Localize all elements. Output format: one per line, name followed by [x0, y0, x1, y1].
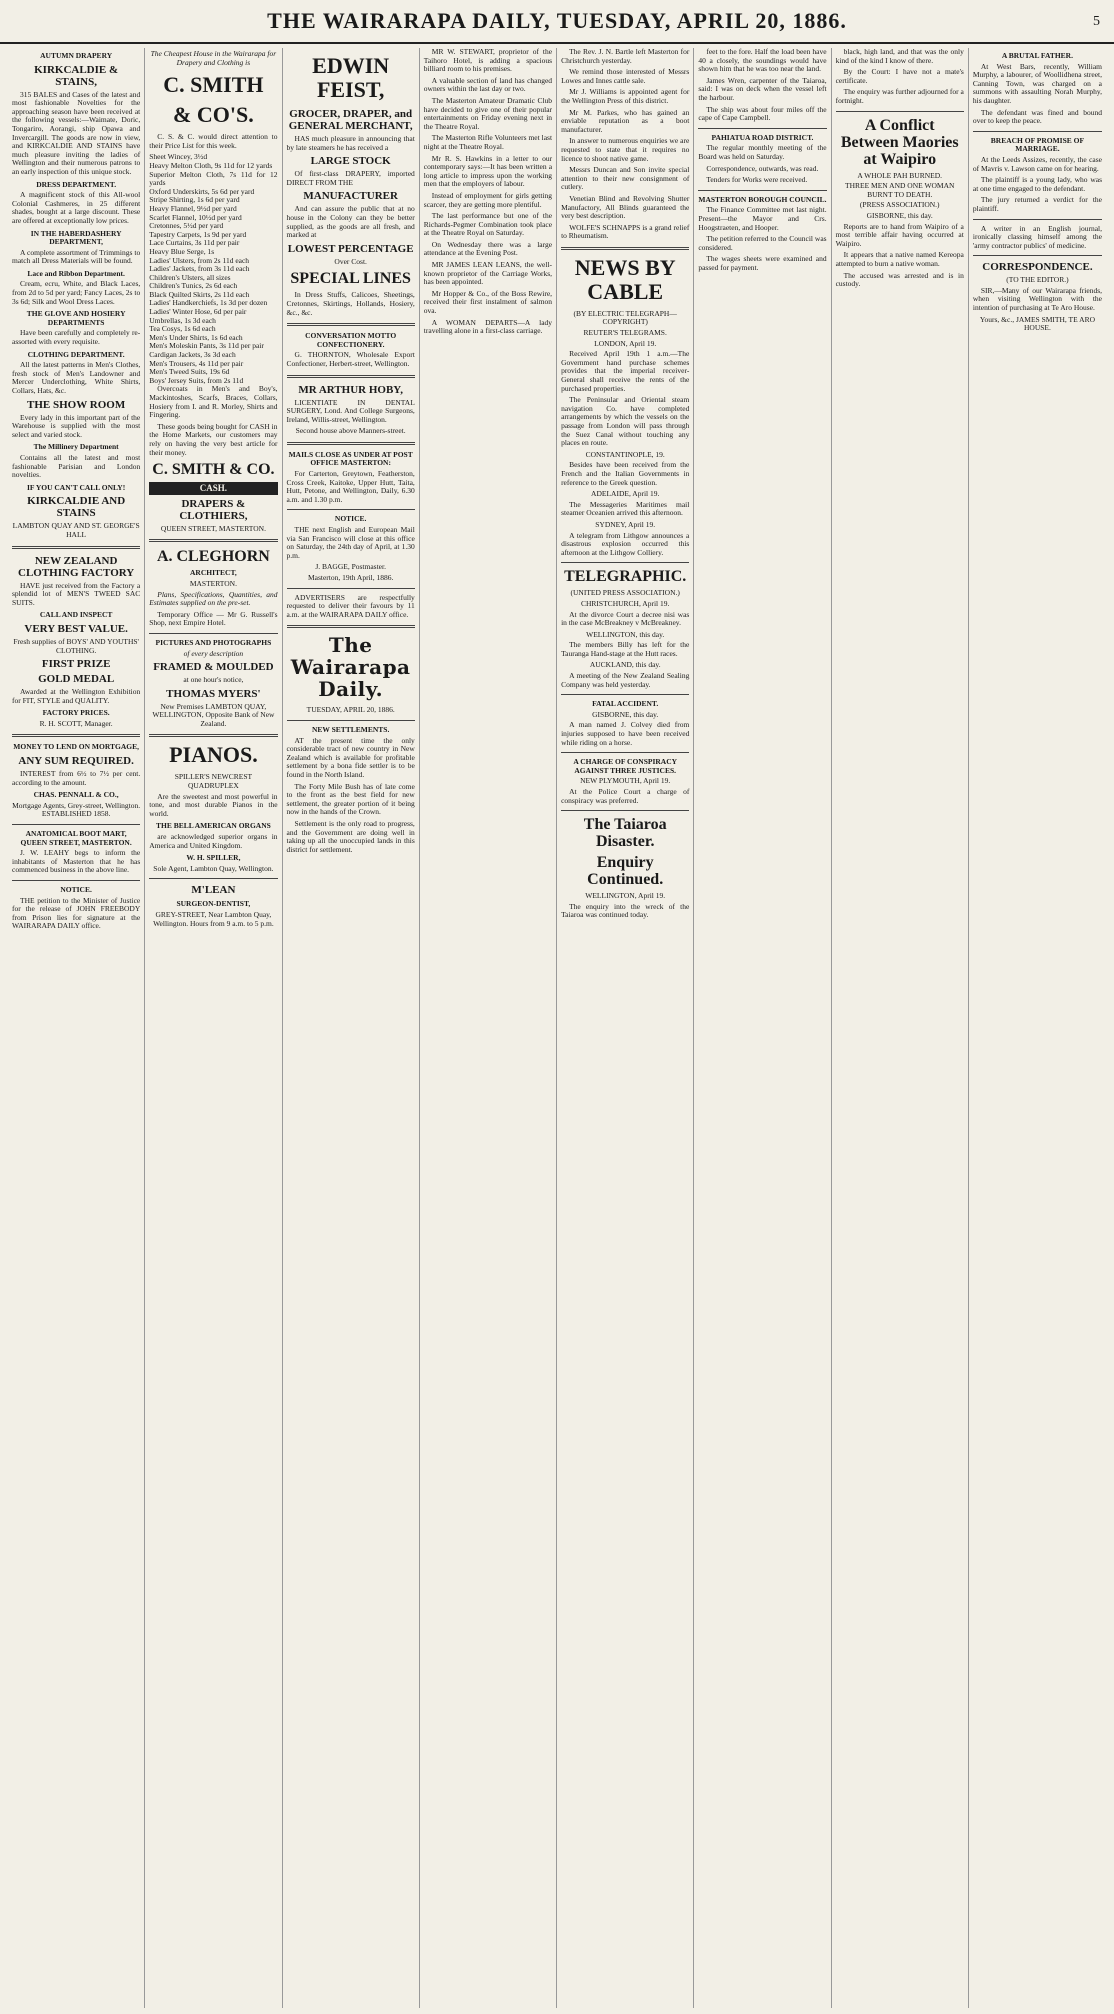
price-item: Boys' Jersey Suits, from 2s 11d — [149, 375, 244, 385]
cable-item: The Peninsular and Oriental steam navigation Co. have completed arrangements by which the vessels on the passage from London will pass through the Suez Canal without touching any places en route. — [561, 395, 690, 448]
local-news-item: MR W. STEWART, proprietor of the Taihoro Hotel, is adding a spacious billiard room to his premises. — [423, 48, 553, 74]
price-item: Men's Tweed Suits, 19s 6d — [149, 367, 230, 377]
ad-subheading: MANUFACTURER — [303, 190, 398, 203]
price-item: Ladies' Jackets, from 3s 11d each — [149, 264, 250, 274]
price-item: Oxford Underskirts, 5s 6d per yard — [149, 186, 255, 196]
ad-address: Sole Agent, Lambton Quay, Wellington. — [153, 863, 274, 873]
dateline: ADELAIDE, April 19. — [591, 489, 660, 499]
ad-advertiser: M'LEAN — [191, 884, 236, 897]
dateline: CONSTANTINOPLE, 19. — [585, 449, 665, 459]
price-item: Cardigan Jackets, 3s 3d each — [149, 350, 236, 360]
ad-body: Overcoats in Men's and Boy's, Mackintoshes, Scarfs, Braces, Collars, Hosiery from I. and R. Morley, Shirts and Fingering. — [149, 384, 278, 420]
ad-subheading: FACTORY PRICES. — [42, 708, 110, 718]
ad-subheading: THE GLOVE AND HOSIERY DEPARTMENTS — [26, 309, 126, 327]
article-body: The regular monthly meeting of the Board was held on Saturday. — [698, 143, 827, 161]
ad-address: GREY-STREET, Near Lambton Quay, Wellington. Hours from 9 a.m. to 5 p.m. — [153, 910, 274, 928]
local-news-item: We remind those interested of Messrs Lowes and Innes cattle sale. — [561, 67, 690, 85]
article-title: FATAL ACCIDENT. — [592, 699, 659, 709]
ad-body: A complete assortment of Trimmings to match all Dress Materials will be found. — [12, 247, 141, 266]
ad-subheading: FIRST PRIZE — [41, 658, 111, 671]
ad-address: QUEEN STREET, MASTERTON. — [160, 523, 266, 533]
ad-subheading: CALL AND INSPECT — [39, 610, 113, 620]
article-body: At the Leeds Assizes, recently, the case of Mavris v. Lawson came on for hearing. — [972, 154, 1102, 173]
ad-text: of every description — [183, 648, 244, 658]
ad-subheading: DRESS DEPARTMENT. — [36, 179, 117, 189]
ad-subheading: LOWEST PERCENTAGE — [287, 242, 414, 255]
article-body: The ship was about four miles off the cape of Cape Campbell. — [698, 104, 827, 123]
ad-body: Every lady in this important part of the Warehouse is supplied with the most select and varied stock. — [12, 412, 141, 439]
ad-body: are acknowledged superior organs in America and United Kingdom. — [149, 832, 278, 850]
section-title: TELEGRAPHIC. — [564, 568, 687, 586]
ad-advertiser: THOMAS MYERS' — [166, 687, 261, 700]
local-news-item: The Masterton Amateur Dramatic Club have decided to give one of their popular entertainments on Friday evening next in the Theatre Royal. — [423, 95, 553, 131]
article-body: The defendant was fined and bound over to keep the peace. — [972, 107, 1102, 126]
price-item: Ladies' Ulsters, from 2s 11d each — [149, 255, 250, 265]
cable-item: The Messageries Maritimes mail steamer Oceanien arrived this afternoon. — [561, 499, 690, 518]
local-news-item: MR JAMES LEAN LEANS, the well-known proprietor of the Carriage Works, has been appointed. — [423, 260, 553, 287]
ad-advertiser: C. SMITH & CO. — [152, 461, 275, 479]
telegraph-item: At the divorce Court a decree nisi was in the case McBreakney v McBreakney. — [561, 609, 690, 628]
local-news-item: The Rev. J. N. Bartle left Masterton for Christchurch yesterday. — [561, 48, 690, 65]
notice-body: THE next English and European Mail via San Francisco will close at this office on Saturday, the 24th day of April, at 1.30 p.m. — [286, 525, 415, 560]
price-item: Heavy Flannel, 9½d per yard — [149, 203, 237, 213]
dateline: SYDNEY, April 19. — [595, 519, 656, 529]
section-subtitle: REUTER'S TELEGRAMS. — [583, 328, 667, 338]
price-item: Ladies' Handkerchiefs, 1s 3d per dozen — [149, 298, 268, 308]
price-item: Men's Under Shirts, 1s 6d each — [149, 332, 243, 342]
ad-subheading: CLOTHING DEPARTMENT. — [27, 349, 125, 359]
divider — [561, 810, 689, 811]
ad-body: A magnificent stock of this All-wool Colonial Cashmeres, in 25 different shades, bought at a large discount. These are offered at exceptionally low prices. — [12, 190, 141, 225]
ad-body: Of first-class DRAPERY, imported DIRECT FROM THE — [286, 169, 415, 187]
ad-signature: R. H. SCOTT, Manager. — [39, 718, 113, 728]
ad-subheading: SPILLER'S NEWCREST QUADRUPLEX — [174, 772, 253, 791]
price-item: Scarlet Flannel, 10½d per yard — [149, 212, 242, 222]
divider — [561, 562, 689, 563]
price-item: Children's Tunics, 2s 6d each — [149, 281, 238, 291]
article-body: Settlement is the only road to progress, and the Government are doing well in taking up all the unoccupied lands in this district for settlement. — [286, 818, 415, 854]
ad-text: Second house above Manners-street. — [295, 426, 406, 436]
article-body: feet to the fore. Half the load been have 40 a closely, the soundings would have shown him that he was too near the land. — [698, 48, 827, 74]
local-news-item: The last performance but one of the Richards-Pegmer Combination took place at the Theatre Royal on Saturday. — [423, 211, 553, 238]
price-item: Stripe Shirting, 1s 6d per yard — [149, 195, 240, 205]
ad-subheading: IF YOU CAN'T CALL ONLY! — [27, 482, 126, 492]
notice-date: Masterton, 19th April, 1886. — [307, 573, 394, 582]
ad-body: HAS much pleasure in announcing that by late steamers he has received a — [286, 134, 415, 152]
local-news-item: A WOMAN DEPARTS—A lady travelling alone in a first-class carriage. — [423, 317, 553, 336]
price-item: Children's Ulsters, all sizes — [149, 272, 231, 282]
divider — [12, 546, 140, 549]
page-number: 5 — [1093, 14, 1100, 29]
price-item: Ladies' Winter Hose, 6d per pair — [149, 307, 247, 317]
ad-body: C. S. & C. would direct attention to their Price List for this week. — [149, 132, 278, 150]
ad-subheading: SURGEON-DENTIST, — [176, 899, 251, 909]
divider — [836, 111, 964, 112]
ad-address: MASTERTON. — [189, 578, 237, 588]
ad-subheading: FRAMED & MOULDED — [153, 661, 274, 674]
article-body: A writer in an English journal, ironically classing himself among the 'army contractor publics' of medicine. — [972, 223, 1102, 250]
article-title: BREACH OF PROMISE OF MARRIAGE. — [990, 135, 1085, 154]
column-2 — [145, 48, 282, 2008]
column-4 — [420, 48, 557, 2008]
article-body: Correspondence, outwards, was read. — [706, 163, 819, 173]
price-item: Sheet Wincey, 3½d — [149, 152, 208, 162]
dateline: LONDON, April 19. — [594, 338, 657, 348]
article-body: At the Police Court a charge of conspiracy was preferred. — [561, 787, 690, 805]
ad-address: New Premises LAMBTON QUAY, WELLINGTON, Opposite Bank of New Zealand. — [152, 701, 275, 728]
ad-subheading: DRAPERS & CLOTHIERS, — [179, 497, 248, 522]
article-title: Enquiry Continued. — [587, 854, 664, 889]
dateline: GISBORNE, this day. — [592, 709, 659, 719]
divider — [973, 255, 1102, 256]
divider — [12, 824, 140, 825]
ad-subheading: IN THE HABERDASHERY DEPARTMENT, — [30, 228, 122, 247]
ad-heading: CONVERSATION MOTTO CONFECTIONERY. — [305, 331, 397, 349]
ad-body: These goods being bought for CASH in the Home Markets, our customers may rely on having the very best article for their money. — [149, 421, 278, 457]
article-body: At West Bars, recently, William Murphy, a labourer, of Woollidhena street, Canning Town, was charged on a summons with assaulting Norah Murphy, his daughter. — [972, 61, 1102, 105]
price-item: Lace Curtains, 3s 11d per pair — [149, 238, 240, 248]
ad-subheading: SPECIAL LINES — [290, 270, 411, 288]
article-title: PAHIATUA ROAD DISTRICT. — [711, 132, 814, 142]
ad-body: Have been carefully and completely re-assorted with every requisite. — [12, 328, 141, 347]
ad-body: And can assure the public that at no house in the Colony can they be better supplied, as the goods are all fresh, and marked at — [286, 204, 415, 240]
article-body: The petition referred to the Council was considered. — [698, 234, 827, 252]
dateline: GISBORNE, this day. — [866, 210, 933, 220]
article-source: (PRESS ASSOCIATION.) — [859, 200, 940, 210]
ad-body: Awarded at the Wellington Exhibition for FIT, STYLE and QUALITY. — [12, 687, 141, 705]
column-3 — [283, 48, 420, 2008]
price-item: Men's Trousers, 4s 11d per pair — [149, 358, 244, 368]
divider — [561, 752, 689, 753]
dateline: WELLINGTON, April 19. — [585, 891, 666, 901]
ad-subheading: Lace and Ribbon Department. — [27, 268, 125, 278]
ad-body: Contains all the latest and most fashionable Parisian and London novelties. — [12, 452, 141, 480]
ad-subheading: GROCER, DRAPER, and GENERAL MERCHANT, — [288, 108, 413, 132]
ad-subheading: THE BELL AMERICAN ORGANS — [155, 821, 271, 831]
ad-advertiser: KIRKCALDIE AND STAINS — [27, 495, 126, 520]
ad-advertiser: C. SMITH — [163, 72, 264, 98]
divider — [698, 128, 826, 129]
article-title: A BRUTAL FATHER. — [1001, 51, 1073, 60]
article-body: The Finance Committee met last night. Present—the Mayor and Crs. Hoogstraeten, and Hooper. — [698, 205, 827, 232]
ad-advertiser: CHAS. PENNALL & CO., — [33, 790, 119, 800]
masthead — [0, 0, 1114, 44]
ad-tagline: The Cheapest House in the Wairarapa for Drapery and Clothing is — [150, 49, 277, 67]
ad-advertiser: EDWIN FEIST, — [312, 53, 390, 102]
ad-body: J. W. LEAHY begs to inform the inhabitants of Masterton that he has commenced business in the above line. — [12, 848, 141, 875]
article-body: Tenders for Works were received. — [706, 175, 808, 185]
article-subtitle: THREE MEN AND ONE WOMAN BURNT TO DEATH. — [845, 181, 955, 199]
ad-heading: ANY SUM REQUIRED. — [18, 755, 134, 768]
article-title: CORRESPONDENCE. — [982, 261, 1093, 274]
price-list — [149, 153, 277, 385]
local-news-item: Messrs Duncan and Son invite special attention to their new consignment of cutlery. — [561, 165, 690, 192]
article-title: A CHARGE OF CONSPIRACY AGAINST THREE JUSTICES. — [573, 757, 678, 775]
local-news-item: Mr J. Williams is appointed agent for the Wellington Press of this district. — [561, 87, 690, 105]
price-item: Superior Melton Cloth, 7s 11d for 12 yards — [149, 169, 278, 188]
divider — [698, 190, 826, 191]
local-news-item: A valuable section of land has changed owners within the last day or two. — [423, 75, 553, 94]
local-news-item: WOLFE'S SCHNAPPS is a grand relief to Rheumatism. — [561, 222, 690, 241]
ad-text: at one hour's notice, — [183, 675, 244, 685]
ad-address: LAMBTON QUAY AND ST. GEORGE'S HALL — [12, 521, 140, 539]
local-news-item: Mr R. S. Hawkins in a letter to our contemporary says:—It has been written a long article to impress upon the working men that the employers of labour. — [423, 153, 553, 189]
notice-heading: MAILS CLOSE AS UNDER AT POST OFFICE MASTERTON: — [288, 449, 413, 468]
newspaper-columns — [8, 48, 1106, 2008]
dateline: CHRISTCHURCH, April 19. — [581, 598, 670, 608]
price-item: Tapestry Carpets, 1s 9d per yard — [149, 229, 247, 239]
dateline: WELLINGTON, this day. — [586, 629, 665, 639]
ad-subheading: CASH. — [149, 482, 277, 495]
article-body: The enquiry was further adjourned for a fortnight. — [835, 87, 964, 105]
divider — [12, 734, 140, 737]
ad-heading: PIANOS. — [169, 742, 258, 768]
local-news-item: The Masterton Rifle Volunteers met last night at the Theatre Royal. — [423, 133, 553, 151]
ad-body: INTEREST from 6½ to 7½ per cent. according to the amount. — [12, 769, 141, 787]
divider — [287, 625, 415, 628]
local-news-item: Instead of employment for girls getting scarcer, they are getting more plentiful. — [423, 190, 553, 209]
divider — [149, 878, 277, 879]
divider — [287, 323, 415, 326]
notice-heading: NOTICE. — [60, 885, 92, 894]
ad-heading: ANATOMICAL BOOT MART, QUEEN STREET, MASTERTON. — [20, 829, 132, 847]
article-body: Reports are to hand from Waipiro of a most terrible affair having occurred at Waipiro. — [835, 221, 964, 248]
divider — [287, 375, 415, 378]
dateline: AUCKLAND, this day. — [589, 660, 661, 670]
newspaper-title: THE WAIRARAPA DAILY, TUESDAY, APRIL 20, 1886. — [267, 8, 847, 33]
divider — [287, 588, 415, 589]
divider — [149, 539, 277, 542]
price-item: Tea Cosys, 1s 6d each — [149, 324, 216, 334]
article-body: It appears that a native named Kereopa attempted to burn a native woman. — [835, 250, 964, 268]
article-subtitle: A WHOLE PAH BURNED. — [857, 170, 943, 180]
ad-body: G. THORNTON, Wholesale Export Confectioner, Herbert-street, Wellington. — [286, 350, 415, 368]
ad-body: 315 BALES and Cases of the latest and most fashionable Novelties for the approaching season have been received at the following vessels:—Waimate, Doric, Tongariro, Aorangi, ship Opawa and Invercargill. The goods are now in view, and KIRKCALDIE AND STAINS have much pleasure inviting the ladies of Wellington and their numerous patrons to an early inspection of this unique stock. — [12, 89, 141, 176]
ad-address: Mortgage Agents, Grey-street, Wellington. ESTABLISHED 1858. — [12, 800, 141, 819]
ad-text: Over Cost. — [334, 256, 367, 266]
article-body: James Wren, carpenter of the Taiaroa, said: I was on deck when the vessel left the harbour. — [698, 75, 827, 102]
ad-subheading: THE SHOW ROOM — [27, 398, 126, 411]
price-item: Black Quilted Skirts, 2s 11d each — [149, 289, 250, 299]
article-body: The enquiry into the wreck of the Taiaroa was continued today. — [561, 901, 690, 920]
ad-advertiser: A. CLEGHORN — [156, 548, 270, 566]
notice-body: ADVERTISERS are respectfully requested to deliver their favours by 11 a.m. at the WAIRARAPA DAILY office. — [286, 592, 415, 619]
notice-body: THE petition to the Minister of Justice for the release of JOHN FREEBODY from Prison lies for signature at the WAIRARAPA DAILY office. — [12, 895, 141, 931]
ad-advertiser: KIRKCALDIE & STAINS, — [34, 63, 119, 88]
telegraph-item: A meeting of the New Zealand Sealing Company was held yesterday. — [561, 671, 690, 689]
article-title: A Conflict Between Maories at Waipiro — [840, 116, 959, 168]
article-title: The Taiaroa Disaster. — [583, 816, 667, 851]
article-body: The plaintiff is a young lady, who was at one time engaged to the defendant. — [972, 175, 1102, 193]
section-subtitle: (UNITED PRESS ASSOCIATION.) — [570, 588, 680, 598]
local-news-item: Mr Hopper & Co., of the Boss Rewire, received their first instalment of salmon ova. — [423, 288, 553, 316]
divider — [973, 131, 1102, 132]
article-body: The Forty Mile Bush has of late come to the front as the best field for new settlement, the greater portion of it being now in the hands of the Crown. — [286, 781, 415, 817]
ad-advertiser: & CO'S. — [173, 102, 254, 128]
article-body: By the Court: I have not a mate's certificate. — [835, 67, 964, 85]
ad-body: HAVE just received from the Factory a splendid lot of MEN'S TWEED SAC SUITS. — [12, 580, 141, 607]
local-news-item: Mr M. Parkes, who has gained an enviable reputation as a boot manufacturer. — [561, 107, 690, 134]
article-body: The jury returned a verdict for the plaintiff. — [972, 195, 1102, 213]
price-item: Umbrellas, 1s 3d each — [149, 315, 216, 325]
ad-body: All the latest patterns in Men's Clothes, fresh stock of Men's Landowner and Mercer Underclothing, White Shirts, Collars, Hats, &c. — [12, 360, 141, 395]
article-body: A man named J. Colvey died from injuries supposed to have been received while riding on a horse. — [561, 720, 690, 747]
telegraph-item: The members Billy has left for the Tauranga Hand-stage at the Hutt races. — [561, 640, 690, 658]
ad-heading: MONEY TO LEND ON MORTGAGE, — [13, 742, 139, 752]
dateline: NEW PLYMOUTH, April 19. — [580, 776, 671, 786]
article-body: AT the present time the only considerable tract of new country in New Zealand which is available for profitable settlement by a bona fide settler is to be found in the North Island. — [286, 735, 415, 779]
ad-heading: PICTURES AND PHOTOGRAPHS — [155, 637, 272, 647]
ad-body: In Dress Stuffs, Calicoes, Sheetings, Cretonnes, Skirtings, Hollands, Hosiery, &c., &c. — [286, 290, 415, 317]
article-title: MASTERTON BOROUGH COUNCIL. — [698, 194, 827, 204]
column-5 — [557, 48, 694, 2008]
cable-item: A telegram from Lithgow announces a disastrous explosion occurred this afternoon at the Lithgow Colliery. — [561, 530, 690, 557]
article-body: black, high land, and that was the only kind of the kind I know of there. — [835, 48, 964, 65]
article-title: NEW SETTLEMENTS. — [311, 724, 390, 734]
ad-body: LICENTIATE IN DENTAL SURGERY, Lond. And College Surgeons, Ireland, Willis-street, Wellington. — [286, 397, 415, 424]
ad-subheading: The Millinery Department — [33, 442, 119, 452]
divider — [973, 219, 1102, 220]
ad-text: Fresh supplies of BOYS' AND YOUTHS' CLOTHING. — [13, 636, 139, 655]
notice-body: For Carterton, Greytown, Featherston, Cross Creek, Kaitoke, Upper Hutt, Taita, Hutt, Petone, and Wellington, Daily, 6.30 a.m. and 1.30 p.m. — [286, 469, 415, 504]
article-body: The accused was arrested and is in custody. — [835, 270, 964, 289]
letter-body: SIR,—Many of our Wairarapa friends, when visiting Wellington with the intention of purchasing at Te Aro House. — [972, 285, 1102, 313]
ad-heading: NEW ZEALAND CLOTHING FACTORY — [18, 554, 135, 579]
cable-item: Received April 19th 1 a.m.—The Government hand purchase schemes provides that the imperial receiver-General shall receive the rents of the purchased properties. — [561, 349, 690, 393]
cable-item: Besides have been received from the French and the Italian Governments in reference to the Greek question. — [561, 460, 690, 487]
ad-body: Are the sweetest and most powerful in tone, and most durable Pianos in the world. — [149, 791, 278, 818]
editorial-masthead: The Wairarapa Daily. — [290, 633, 411, 702]
price-item: Heavy Blue Serge, 1s — [149, 246, 215, 256]
divider — [149, 633, 277, 634]
article-body: The wages sheets were examined and passed for payment. — [698, 254, 827, 272]
notice-heading: NOTICE. — [334, 514, 367, 524]
column-6 — [694, 48, 831, 2008]
ad-body: Cream, ecru, White, and Black Laces, from 2d to 5d per yard; Fancy Laces, 2s to 3s 6d; Silk and Wool Dress Laces. — [12, 279, 141, 306]
ad-body: Temporary Office — Mr G. Russell's Shop, next Empire Hotel. — [149, 609, 278, 628]
ad-body: Plans, Specifications, Quantities, and Estimates supplied on the pre-set. — [149, 589, 278, 608]
ad-subheading: LARGE STOCK — [310, 155, 391, 168]
column-1 — [8, 48, 145, 2008]
ad-subheading: VERY BEST VALUE. — [24, 622, 128, 635]
section-subtitle: (BY ELECTRIC TELEGRAPH—COPYRIGHT) — [573, 308, 677, 327]
price-item: Heavy Melton Cloth, 9s 11d for 12 yards — [149, 160, 273, 170]
local-news-item: Venetian Blind and Revolving Shutter Manufactory, All Blinds guaranteed the very best description. — [561, 193, 690, 221]
ad-advertiser: MR ARTHUR HOBY, — [298, 383, 403, 396]
column-8 — [969, 48, 1106, 2008]
column-7 — [832, 48, 969, 2008]
divider — [287, 442, 415, 445]
article-subtitle: (TO THE EDITOR.) — [1006, 275, 1069, 285]
divider — [561, 694, 689, 695]
editorial-date: TUESDAY, APRIL 20, 1886. — [306, 705, 395, 715]
ad-advertiser: W. H. SPILLER, — [186, 853, 241, 863]
divider — [287, 509, 415, 510]
local-news-item: On Wednesday there was a large attendance at the Evening Post. — [423, 239, 553, 258]
ad-subheading: GOLD MEDAL — [38, 673, 115, 686]
section-title: NEWS BY CABLE — [574, 254, 676, 304]
price-item: Cretonnes, 5½d per yard — [149, 221, 224, 231]
divider — [149, 734, 277, 737]
local-news-item: In answer to numerous enquiries we are requested to state that it requires no licence to shoot native game. — [561, 136, 690, 163]
ad-subheading: ARCHITECT, — [190, 568, 237, 578]
divider — [561, 247, 689, 250]
ad-heading: AUTUMN DRAPERY — [40, 51, 113, 60]
price-item: Men's Moleskin Pants, 3s 11d per pair — [149, 341, 264, 351]
letter-signature: Yours, &c., JAMES SMITH, TE ARO HOUSE. — [979, 314, 1096, 333]
divider — [287, 720, 415, 721]
divider — [12, 880, 140, 881]
notice-signature: J. BAGGE, Postmaster. — [315, 562, 386, 572]
